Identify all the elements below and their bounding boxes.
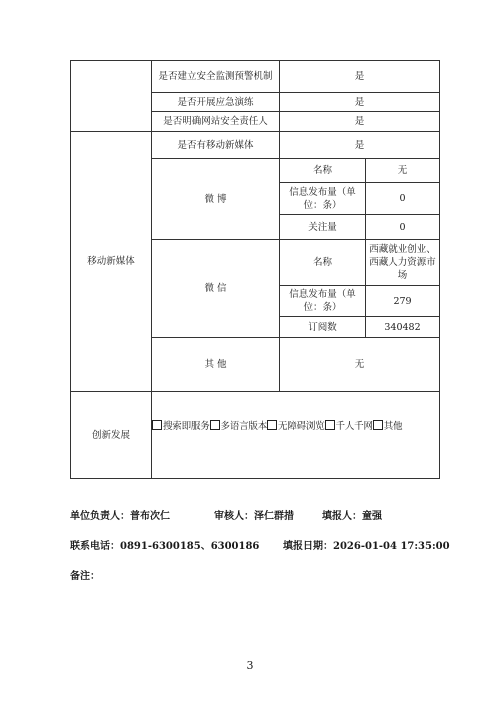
filler-label: 填报人： [322,511,362,522]
has-new-media-value: 是 [280,132,440,159]
option-other: 其他 [383,421,403,432]
option-accessibility: 无障碍浏览 [278,421,325,432]
drill-label: 是否开展应急演练 [152,93,280,112]
wechat-name-label: 名称 [280,240,366,286]
wechat-posts-value: 279 [366,286,440,317]
checkbox-multilingual[interactable] [210,420,220,430]
weibo-name-value: 无 [366,159,440,183]
monitoring-label: 是否建立安全监测预警机制 [152,61,280,93]
responsible-label: 单位负责人： [70,511,130,522]
option-search-service: 搜索即服务 [163,421,210,432]
other-label: 其 他 [152,338,280,392]
wechat-label: 微 信 [152,240,280,338]
weibo-posts-value: 0 [366,183,440,215]
checkbox-other[interactable] [373,420,383,430]
remark-label: 备注： [70,571,100,582]
drill-value: 是 [280,93,440,112]
weibo-label: 微 博 [152,159,280,240]
option-personalized: 千人千网 [335,421,373,432]
responsible-person-value: 是 [280,112,440,132]
new-media-section-label: 移动新媒体 [71,132,152,392]
weibo-posts-label: 信息发布量（单位：条） [280,183,366,215]
checkbox-search-service[interactable] [152,420,162,430]
page-number: 3 [246,659,254,672]
footer-remark [70,567,100,582]
footer-date [283,537,450,552]
checkbox-personalized[interactable] [325,420,335,430]
has-new-media-label: 是否有移动新媒体 [152,132,280,159]
reviewer-name: 泽仁群措 [254,511,294,522]
monitoring-value: 是 [280,61,440,93]
date-value: 2026-01-04 17:35:00 [333,541,450,552]
other-value: 无 [280,338,440,392]
wechat-posts-label: 信息发布量（单位：条） [280,286,366,317]
phone-value: 0891-6300185、6300186 [120,541,260,552]
wechat-subscribers-value: 340482 [366,317,440,338]
report-table [70,60,440,479]
weibo-follow-value: 0 [366,215,440,240]
phone-label: 联系电话： [70,541,120,552]
innovation-label: 创新发展 [71,392,152,479]
footer-responsible [70,507,170,522]
responsible-person-label: 是否明确网站安全责任人 [152,112,280,132]
innovation-options [152,392,440,479]
weibo-name-label: 名称 [280,159,366,183]
checkbox-accessibility[interactable] [267,420,277,430]
reviewer-label: 审核人： [214,511,254,522]
footer-reviewer [214,507,294,522]
option-multilingual: 多语言版本 [220,421,268,432]
blank-cell [71,61,152,132]
date-label: 填报日期： [283,541,333,552]
wechat-subscribers-label: 订阅数 [280,317,366,338]
footer-phone [70,537,259,552]
footer-filler [322,507,382,522]
weibo-follow-label: 关注量 [280,215,366,240]
filler-name: 童强 [362,511,382,522]
wechat-name-value: 西藏就业创业、西藏人力资源市场 [366,240,440,286]
responsible-name: 普布次仁 [130,511,170,522]
